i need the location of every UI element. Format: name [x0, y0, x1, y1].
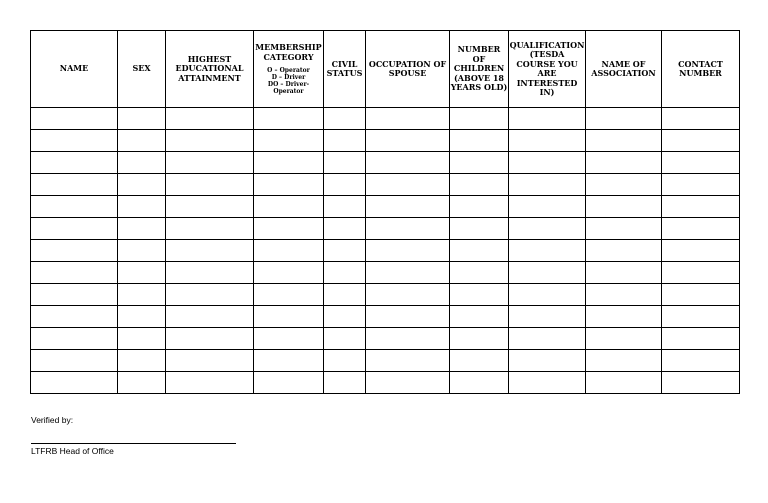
cell-membership[interactable] [254, 174, 324, 196]
table-row [31, 218, 740, 240]
cell-children[interactable] [450, 328, 509, 350]
cell-contact[interactable] [662, 306, 740, 328]
cell-contact[interactable] [662, 240, 740, 262]
cell-civil-status[interactable] [324, 108, 366, 130]
cell-association[interactable] [586, 284, 662, 306]
cell-civil-status[interactable] [324, 306, 366, 328]
header-number-of-children: NUMBER OF CHILDREN (ABOVE 18 YEARS OLD) [450, 31, 509, 108]
cell-civil-status[interactable] [324, 196, 366, 218]
membership-category-title: MEMBERSHIP CATEGORY [255, 42, 322, 62]
table-row [31, 328, 740, 350]
cell-qualification[interactable] [509, 262, 586, 284]
table-body [31, 108, 740, 394]
cell-sex[interactable] [118, 350, 166, 372]
table-row [31, 174, 740, 196]
cell-spouse-occupation[interactable] [366, 196, 450, 218]
cell-education[interactable] [166, 130, 254, 152]
cell-civil-status[interactable] [324, 218, 366, 240]
member-registration-table [30, 30, 740, 394]
membership-category-options [254, 67, 323, 95]
cell-education[interactable] [166, 350, 254, 372]
cell-association[interactable] [586, 306, 662, 328]
cell-education[interactable] [166, 240, 254, 262]
table-row [31, 372, 740, 394]
cell-civil-status[interactable] [324, 152, 366, 174]
cell-membership[interactable] [254, 218, 324, 240]
table-row [31, 152, 740, 174]
cell-education[interactable] [166, 108, 254, 130]
table-row [31, 350, 740, 372]
cell-sex[interactable] [118, 218, 166, 240]
table-row [31, 130, 740, 152]
cell-spouse-occupation[interactable] [366, 240, 450, 262]
cell-name[interactable] [31, 240, 118, 262]
table-row [31, 108, 740, 130]
cell-contact[interactable] [662, 196, 740, 218]
verified-by-label: Verified by: [31, 415, 74, 425]
cell-membership[interactable] [254, 130, 324, 152]
header-sex: SEX [118, 31, 166, 108]
cell-qualification[interactable] [509, 218, 586, 240]
cell-name[interactable] [31, 196, 118, 218]
cell-qualification[interactable] [509, 372, 586, 394]
cell-qualification[interactable] [509, 174, 586, 196]
cell-contact[interactable] [662, 218, 740, 240]
cell-qualification[interactable] [509, 306, 586, 328]
cell-contact[interactable] [662, 350, 740, 372]
cell-sex[interactable] [118, 174, 166, 196]
cell-spouse-occupation[interactable] [366, 328, 450, 350]
cell-association[interactable] [586, 350, 662, 372]
cell-qualification[interactable] [509, 284, 586, 306]
cell-education[interactable] [166, 196, 254, 218]
cell-sex[interactable] [118, 372, 166, 394]
cell-qualification[interactable] [509, 108, 586, 130]
cell-name[interactable] [31, 328, 118, 350]
table-row [31, 306, 740, 328]
cell-association[interactable] [586, 152, 662, 174]
cell-contact[interactable] [662, 328, 740, 350]
cell-association[interactable] [586, 174, 662, 196]
cell-name[interactable] [31, 130, 118, 152]
cell-sex[interactable] [118, 284, 166, 306]
cell-sex[interactable] [118, 306, 166, 328]
cell-civil-status[interactable] [324, 372, 366, 394]
cell-contact[interactable] [662, 284, 740, 306]
cell-association[interactable] [586, 196, 662, 218]
cell-spouse-occupation[interactable] [366, 218, 450, 240]
cell-children[interactable] [450, 108, 509, 130]
header-spouse-occupation: OCCUPATION OF SPOUSE [366, 31, 450, 108]
cell-association[interactable] [586, 108, 662, 130]
cell-name[interactable] [31, 108, 118, 130]
table-row [31, 196, 740, 218]
cell-association[interactable] [586, 262, 662, 284]
cell-education[interactable] [166, 284, 254, 306]
cell-education[interactable] [166, 328, 254, 350]
table-row [31, 240, 740, 262]
cell-membership[interactable] [254, 240, 324, 262]
header-membership-category [254, 31, 324, 108]
header-row [31, 31, 740, 108]
cell-education[interactable] [166, 262, 254, 284]
cell-qualification[interactable] [509, 152, 586, 174]
header-civil-status: CIVIL STATUS [324, 31, 366, 108]
cell-membership[interactable] [254, 284, 324, 306]
cell-spouse-occupation[interactable] [366, 262, 450, 284]
cell-spouse-occupation[interactable] [366, 130, 450, 152]
cell-sex[interactable] [118, 240, 166, 262]
cell-qualification[interactable] [509, 350, 586, 372]
header-education: HIGHEST EDUCATIONAL ATTAINMENT [166, 31, 254, 108]
signatory-title: LTFRB Head of Office [31, 446, 114, 456]
cell-qualification[interactable] [509, 328, 586, 350]
cell-spouse-occupation[interactable] [366, 372, 450, 394]
cell-membership[interactable] [254, 328, 324, 350]
cell-civil-status[interactable] [324, 328, 366, 350]
cell-contact[interactable] [662, 262, 740, 284]
cell-association[interactable] [586, 130, 662, 152]
cell-civil-status[interactable] [324, 130, 366, 152]
cell-education[interactable] [166, 174, 254, 196]
header-name: NAME [31, 31, 118, 108]
cell-contact[interactable] [662, 372, 740, 394]
cell-sex[interactable] [118, 328, 166, 350]
cell-name[interactable] [31, 152, 118, 174]
cell-association[interactable] [586, 218, 662, 240]
cell-children[interactable] [450, 218, 509, 240]
cell-education[interactable] [166, 152, 254, 174]
cell-civil-status[interactable] [324, 284, 366, 306]
cell-qualification[interactable] [509, 240, 586, 262]
cell-children[interactable] [450, 262, 509, 284]
cell-contact[interactable] [662, 108, 740, 130]
cell-children[interactable] [450, 130, 509, 152]
header-contact-number: CONTACT NUMBER [662, 31, 740, 108]
cell-children[interactable] [450, 196, 509, 218]
membership-option-driver: D – Driver [271, 74, 306, 81]
table-row [31, 284, 740, 306]
cell-name[interactable] [31, 262, 118, 284]
cell-education[interactable] [166, 218, 254, 240]
cell-children[interactable] [450, 174, 509, 196]
cell-association[interactable] [586, 372, 662, 394]
cell-contact[interactable] [662, 130, 740, 152]
header-association: NAME OF ASSOCIATION [586, 31, 662, 108]
cell-name[interactable] [31, 284, 118, 306]
cell-sex[interactable] [118, 262, 166, 284]
cell-sex[interactable] [118, 108, 166, 130]
header-qualification: QUALIFICATION (TESDA COURSE YOU ARE INTERESTED IN) [509, 31, 586, 108]
cell-membership[interactable] [254, 196, 324, 218]
signature-line [31, 443, 236, 444]
cell-civil-status[interactable] [324, 240, 366, 262]
membership-option-operator: O – Operator [267, 67, 310, 74]
cell-association[interactable] [586, 328, 662, 350]
cell-name[interactable] [31, 350, 118, 372]
cell-spouse-occupation[interactable] [366, 306, 450, 328]
cell-membership[interactable] [254, 306, 324, 328]
cell-membership[interactable] [254, 262, 324, 284]
cell-children[interactable] [450, 350, 509, 372]
table-row [31, 262, 740, 284]
cell-children[interactable] [450, 306, 509, 328]
cell-name[interactable] [31, 174, 118, 196]
cell-sex[interactable] [118, 152, 166, 174]
cell-name[interactable] [31, 218, 118, 240]
cell-spouse-occupation[interactable] [366, 174, 450, 196]
cell-membership[interactable] [254, 350, 324, 372]
cell-children[interactable] [450, 372, 509, 394]
cell-children[interactable] [450, 152, 509, 174]
cell-civil-status[interactable] [324, 262, 366, 284]
membership-option-driver-operator: DO – Driver-Operator [267, 81, 310, 95]
cell-education[interactable] [166, 306, 254, 328]
cell-qualification[interactable] [509, 196, 586, 218]
cell-spouse-occupation[interactable] [366, 350, 450, 372]
cell-civil-status[interactable] [324, 174, 366, 196]
cell-sex[interactable] [118, 196, 166, 218]
cell-civil-status[interactable] [324, 350, 366, 372]
cell-qualification[interactable] [509, 130, 586, 152]
cell-sex[interactable] [118, 130, 166, 152]
cell-education[interactable] [166, 372, 254, 394]
cell-association[interactable] [586, 240, 662, 262]
cell-spouse-occupation[interactable] [366, 152, 450, 174]
cell-contact[interactable] [662, 174, 740, 196]
cell-children[interactable] [450, 284, 509, 306]
cell-spouse-occupation[interactable] [366, 108, 450, 130]
cell-children[interactable] [450, 240, 509, 262]
cell-contact[interactable] [662, 152, 740, 174]
cell-membership[interactable] [254, 152, 324, 174]
cell-name[interactable] [31, 306, 118, 328]
cell-spouse-occupation[interactable] [366, 284, 450, 306]
cell-name[interactable] [31, 372, 118, 394]
cell-membership[interactable] [254, 372, 324, 394]
cell-membership[interactable] [254, 108, 324, 130]
